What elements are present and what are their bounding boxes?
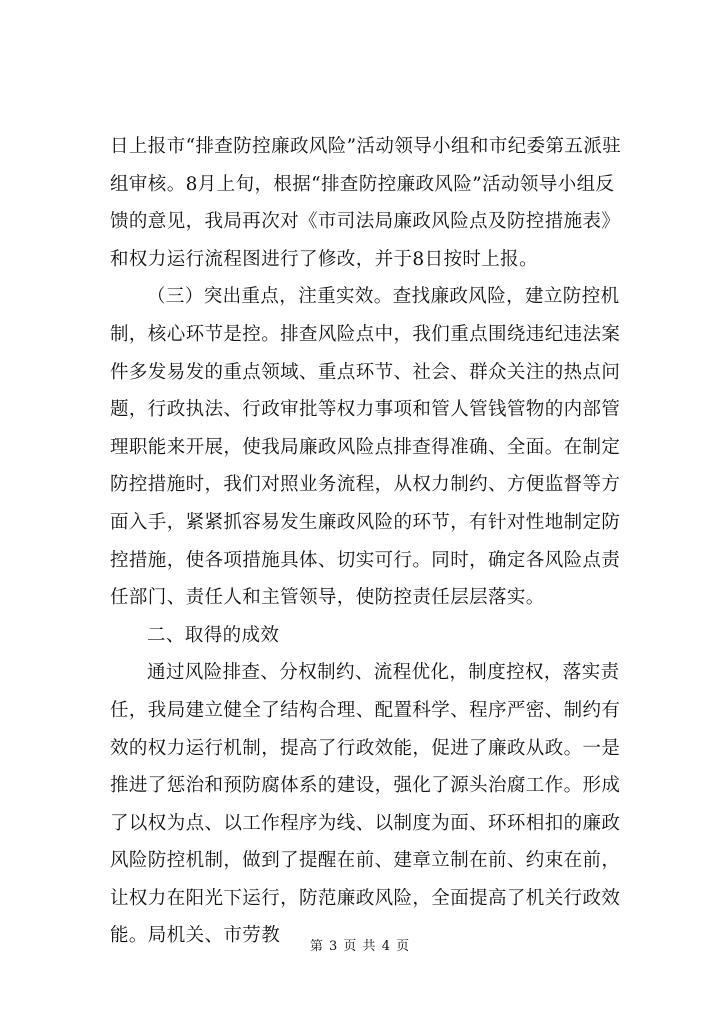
page-footer: 第 3 页 共 4 页	[309, 939, 411, 954]
section-heading-achievements: 二、取得的成效	[147, 624, 280, 646]
paragraph-continuation: 日上报市“排查防控廉政风险”活动领导小组和市纪委第五派驻组审核。8月上旬，根据“排查防控廉政风险”活动领导小组反馈的意见，我局再次对《市司法局廉政风险点及防控措施表》和权力运行流程图进行了修改，并于8日按时上报。	[110, 136, 622, 270]
paragraph-achievements: 通过风险排查、分权制约、流程优化，制度控权，落实责任，我局建立健全了结构合理、配置科学、程序严密、制约有效的权力运行机制，提高了行政效能，促进了廉政从政。一是推进了惩治和预防腐体系的建设，强化了源头治腐工作。形成了以权为点、以工作程序为线、以制度为面、环环相扣的廉政风险防控机制，做到了提醒在前、建章立制在前、约束在前，让权力在阳光下运行，防范廉政风险，全面提高了机关行政效能。局机关、市劳教	[110, 662, 621, 947]
paragraph-focus-key-points: （三）突出重点，注重实效。查找廉政风险，建立防控机制，核心环节是控。排查风险点中，我们重点围绕违纪违法案件多发易发的重点领域、重点环节、社会、群众关注的热点问题，行政执法、行政审批等权力事项和管人管钱管物的内部管理职能来开展，使我局廉政风险点排查得准确、全面。在制定防控措施时，我们对照业务流程，从权力制约、方便监督等方面入手，紧紧抓容易发生廉政风险的环节，有针对性地制定防控措施，使各项措施具体、切实可行。同时，确定各风险点责任部门、责任人和主管领导，使防控责任层层落实。	[110, 286, 621, 609]
document-body	[110, 128, 630, 955]
